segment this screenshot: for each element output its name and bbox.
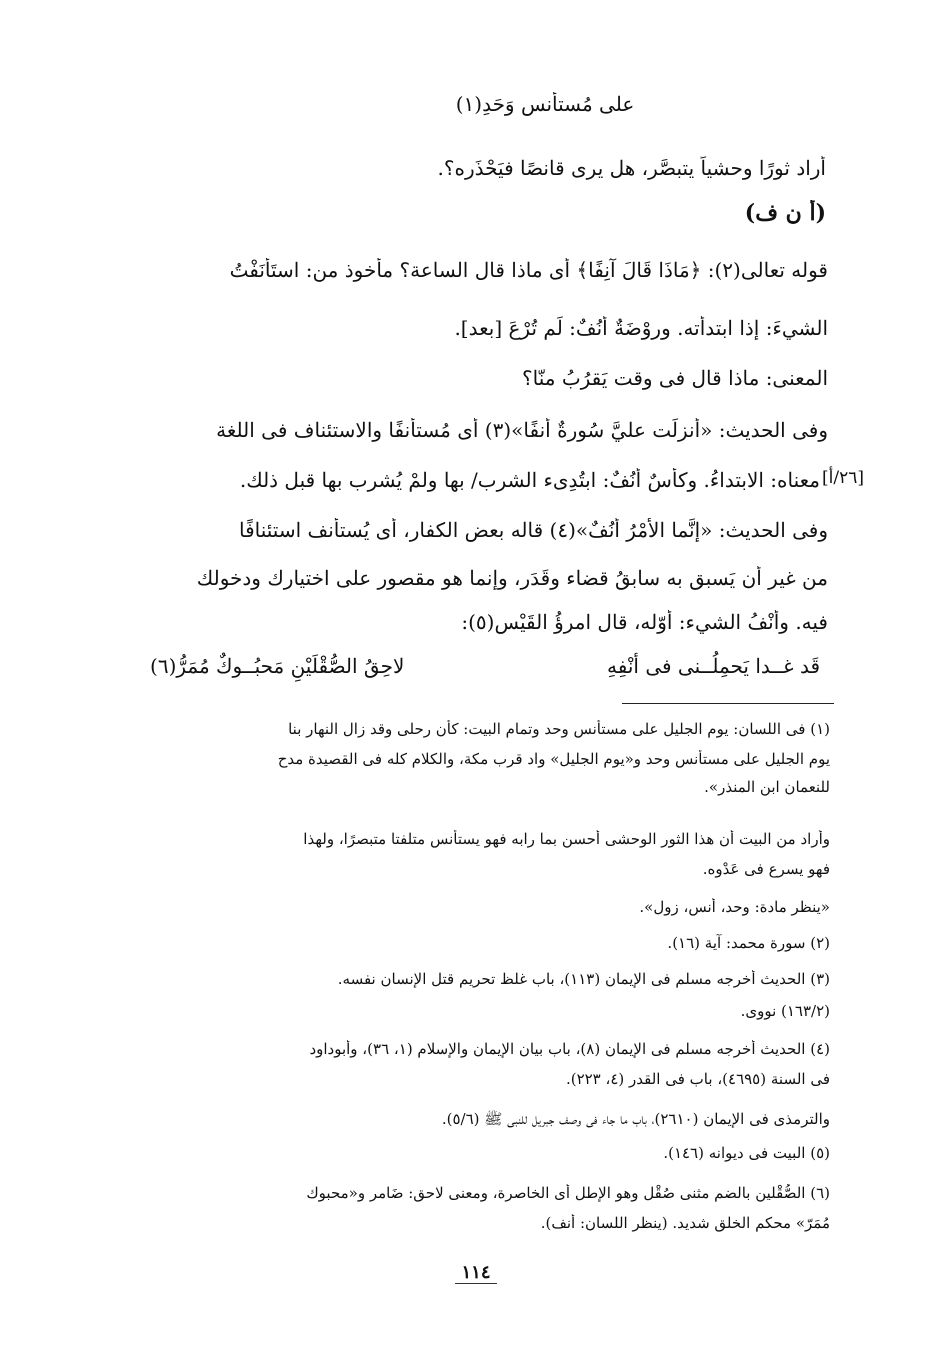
body-line: وفى الحديث: «إنَّما الأَمْرُ أُنُفٌ»(٤) قاله بعض الكفار، أى يُستأنف استئنافًا [238,518,828,542]
body-line: المعنى: ماذا قال فى وقت يَقرُبُ منّا؟ [522,366,828,390]
body-line: معناه: الابتداءُ. وكأسٌ أُنُفٌ: ابتُدِىء الشرب/ بها ولمْ يُشرب بها قبل ذلك. [239,468,820,492]
footnote-5: (٥) البيت فى ديوانه (١٤٦). [663,1144,830,1162]
footnote-4: والترمذى فى الإيمان (٢٦١٠)، باب ما جاء فى وصف جبريل للنبى ﷺ (٥/٦). [441,1110,830,1128]
footnote-1: «ينظر مادة: وحد، أنس، زول». [639,898,830,916]
poem-first-hemistich: قَد غــدا يَحمِلُــنى فى أنْفِهِ [607,654,820,678]
root-heading: (أ ن ف) [744,200,826,226]
footnote-1: للنعمان ابن المنذر». [704,778,830,796]
footnote-4: فى السنة (٤٦٩٥)، باب فى القدر (٤، ٢٢٣). [565,1070,830,1088]
body-line: الشيءَ: إذا ابتدأته. وروْضَةٌ أُنُفٌ: لَم تُرْعَ [بعد]. [454,316,828,340]
body-line: فيه. وأَنْفُ الشيء: أوّله، قال امرؤُ القَيْس(٥): [461,610,828,634]
footnote-1: (١) فى اللسان: يوم الجليل على مستأنس وحد وتمام البيت: كأن رحلى وقد زال النهار بنا [288,720,830,738]
verse-line-end: على مُستأنسٍ وَحَدِ(١) [455,92,635,116]
footnote-4: (٤) الحديث أخرجه مسلم فى الإيمان (٨)، باب بيان الإيمان والإسلام (١، ٣٦)، وأبوداود [309,1040,830,1058]
footnote-6: مُمَرّ» محكم الخلق شديد. (ينظر اللسان: أنف). [540,1214,830,1232]
footnote-6: (٦) الصُّقْلين بالضم مثنى صُقْل وهو الإطل أى الخاصرة، ومعنى لاحق: ضَامر و«محبوك [306,1184,830,1202]
footnote-2: (٢) سورة محمد: آية (١٦). [667,934,830,952]
poem-verse [150,648,820,684]
footnote-3: (١٦٣/٢) نووى. [740,1002,830,1020]
footnote-1: يوم الجليل على مستأنس وحد و«يوم الجليل» واد قرب مكة، والكلام كله فى القصيدة مدح [277,750,830,768]
footnote-1: فهو يسرع فى عَدْوه. [702,860,830,878]
body-line: قوله تعالى(٢): ﴿مَاذَا قَالَ آنِفًا﴾ أى ماذا قال الساعة؟ مأخوذ من: استَأنَفْتُ [229,258,828,282]
page-number-text: ١١٤ [455,1262,496,1284]
footnote-1: وأراد من البيت أن هذا الثور الوحشى أحسن بما رابه فهو يستأنس متلفتا متبصرًا، ولهذا [303,830,830,848]
body-line: أراد ثورًا وحشياً يتبصَّر، هل يرى قانصًا فيَحْذَره؟. [437,156,826,180]
footnote-3: (٣) الحديث أخرجه مسلم فى الإيمان (١١٣)، باب غلظ تحريم قتل الإنسان نفسه. [337,970,830,988]
body-line: وفى الحديث: «أُنزِلَت عليَّ سُورةٌ أَنفًا»(٣) أى مُستأنفًا والاستئناف فى اللغة [216,418,828,442]
page-number [436,1262,516,1283]
footnote-separator [622,703,834,704]
margin-folio-reference: [٢٦/أ] [822,468,864,488]
poem-second-hemistich: لاحِقُ الصُّقْلَيْنِ مَحبُــوكٌ مُمَرُّ(٦) [150,654,405,678]
body-line: من غير أن يَسبق به سابقُ قضاء وقَدَر، وإنما هو مقصور على اختيارك ودخولك [196,566,828,590]
